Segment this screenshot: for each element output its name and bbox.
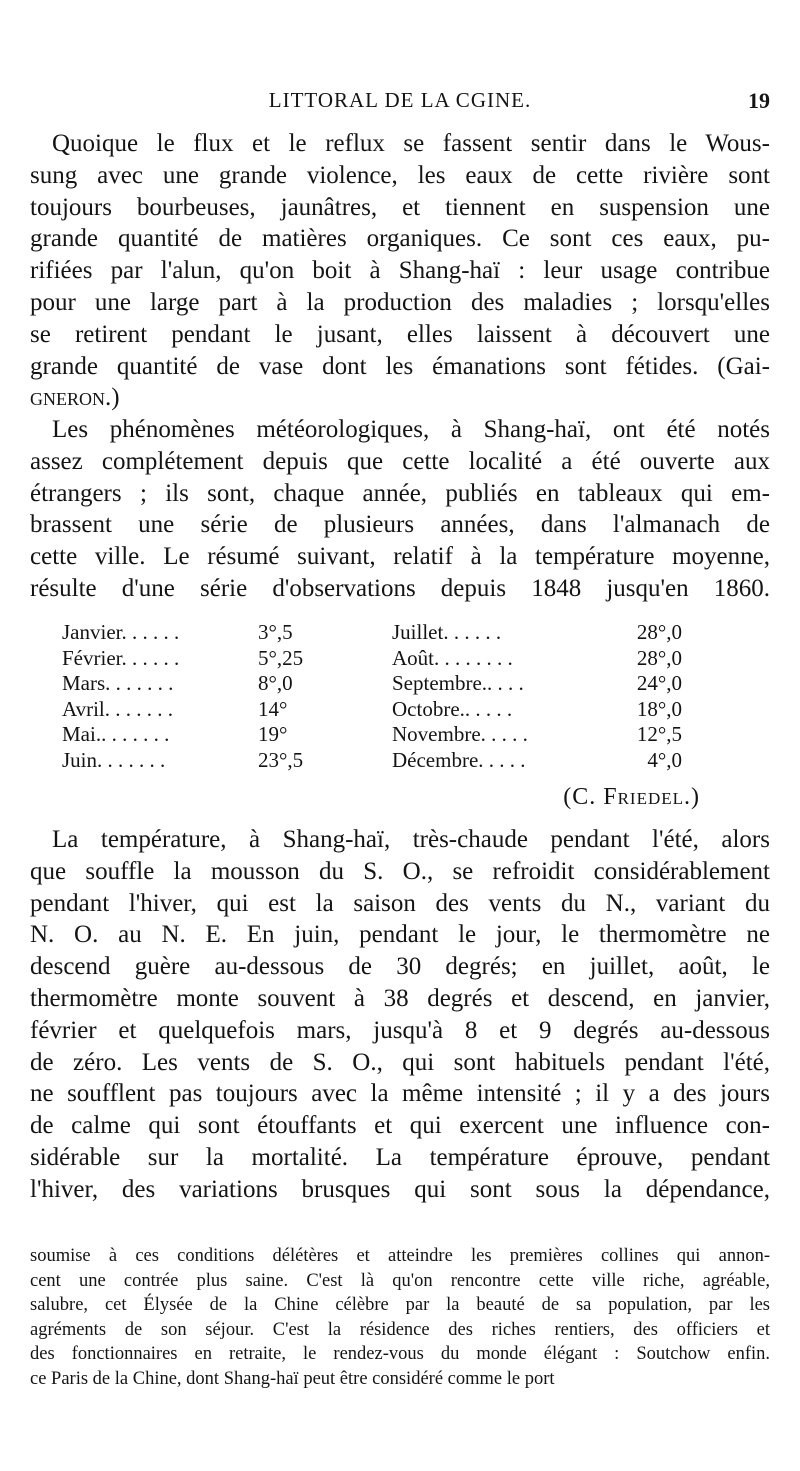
footnote-line: cent une contrée plus saine. C'est là qu'on rencontre cette ville riche, agréable, — [30, 1270, 770, 1291]
text-line: cette ville. Le résumé suivant, relatif à la température moyenne, — [30, 543, 770, 571]
temperature-cell: 12°,5 — [636, 722, 682, 746]
temperature-cell: 3°,5 — [258, 620, 293, 644]
text-line: Quoique le flux et le reflux se fassent sentir dans le Wous- — [52, 130, 770, 157]
table-row — [62, 671, 722, 697]
footnote-line: des fonctionnaires en retraite, le rendez-vous du monde élégant : Soutchow enfin. — [30, 1344, 770, 1365]
text-line: ne soufflent pas toujours avec la même intensité ; il y a des jours — [30, 1080, 770, 1108]
table-citation: (C. Friedel.) — [563, 784, 700, 810]
text-line: l'hiver, des variations brusques qui sont sous la dépendance, — [30, 1175, 770, 1203]
text-line: de zéro. Les vents de S. O., qui sont habituels pendant l'été, — [30, 1048, 770, 1076]
text-line: sidérable sur la mortalité. La température éprouve, pendant — [30, 1143, 770, 1171]
table-row — [62, 748, 722, 774]
table-row — [62, 646, 722, 672]
text-line: assez complétement depuis que cette localité a été ouverte aux — [30, 447, 770, 475]
footnote-line: soumise à ces conditions délétères et atteindre les premières collines qui annon- — [30, 1246, 770, 1266]
month-cell: Juin. . . . . . . — [62, 747, 166, 772]
month-cell: Février. . . . . . — [62, 645, 180, 670]
footnote — [30, 1244, 770, 1392]
month-cell: Janvier. . . . . . — [62, 620, 180, 644]
text-line: descend guère au-dessous de 30 degrés; en juillet, août, le — [30, 953, 770, 981]
footnote-line: ce Paris de la Chine, dont Shang-haï peut être considéré comme le port — [30, 1368, 555, 1389]
text-line: se retirent pendant le jusant, elles laissent à découvert une — [30, 320, 770, 348]
table-row — [62, 697, 722, 723]
text-line: rifiées par l'alun, qu'on boit à Shang-haï : leur usage contribue — [30, 257, 770, 285]
temperature-cell: 18°,0 — [636, 696, 682, 721]
temperature-table — [62, 620, 722, 773]
text-line: étrangers ; ils sont, chaque année, publiés en tableaux qui em- — [30, 479, 770, 507]
text-line: La température, à Shang-haï, très-chaude pendant l'été, alors — [52, 826, 770, 853]
text-line: que souffle la mousson du S. O., se refroidit considérablement — [30, 857, 770, 885]
text-line: gneron.) — [30, 384, 120, 412]
month-cell: Septembre.. . . . — [392, 671, 524, 695]
temperature-cell: 14° — [258, 696, 288, 721]
temperature-cell: 28°,0 — [636, 645, 682, 670]
text-line: février et quelquefois mars, jusqu'à 8 et 9 degrés au-dessous — [30, 1016, 770, 1044]
text-line: brassent une série de plusieurs années, dans l'almanach de — [30, 511, 770, 539]
paragraph-temperature — [30, 824, 770, 1206]
month-cell: Juillet. . . . . . — [392, 620, 502, 644]
temperature-cell: 8°,0 — [258, 671, 293, 695]
month-cell: Mars. . . . . . . — [62, 671, 174, 695]
text-line: grande quantité de matières organiques. Ce sont ces eaux, pu- — [30, 225, 770, 253]
temperature-cell: 28°,0 — [636, 620, 682, 644]
table-row — [62, 722, 722, 748]
temperature-cell: 19° — [258, 722, 288, 746]
temperature-cell: 4°,0 — [647, 747, 682, 772]
text-line: de calme qui sont étouffants et qui exercent une influence con- — [30, 1112, 770, 1140]
text-line: Les phénomènes météorologiques, à Shang-haï, ont été notés — [52, 416, 770, 443]
running-title: LITTORAL DE LA CGINE. — [268, 88, 532, 112]
paragraph-meteorology — [30, 414, 770, 605]
month-cell: Décembre. . . . . — [392, 747, 526, 772]
page-number: 19 — [748, 88, 770, 113]
text-line: thermomètre monte souvent à 38 degrés et descend, en janvier, — [30, 984, 770, 1012]
table-row — [62, 620, 722, 646]
month-cell: Octobre.. . . . . — [392, 696, 513, 721]
text-line: pour une large part à la production des maladies ; lorsqu'elles — [30, 288, 770, 316]
temperature-cell: 24°,0 — [636, 671, 682, 695]
temperature-cell: 23°,5 — [258, 747, 304, 772]
footnote-line: salubre, cet Élysée de la Chine célèbre par la beauté de sa population, par les — [30, 1295, 770, 1316]
month-cell: Avril. . . . . . . — [62, 696, 174, 721]
page-header — [30, 88, 770, 120]
text-line: toujours bourbeuses, jaunâtres, et tiennent en suspension une — [30, 193, 770, 221]
footnote-line: agréments de son séjour. C'est la résidence des riches rentiers, des officiers et — [30, 1319, 770, 1340]
text-line: sung avec une grande violence, les eaux de cette rivière sont — [30, 161, 770, 189]
text-line: pendant l'hiver, qui est la saison des vents du N., variant du — [30, 889, 770, 917]
month-cell: Novembre. . . . . — [392, 722, 528, 746]
month-cell: Août. . . . . . . . — [392, 645, 513, 670]
text-line: N. O. au N. E. En juin, pendant le jour, le thermomètre ne — [30, 921, 770, 949]
text-line: grande quantité de vase dont les émanations sont fétides. (Gai- — [30, 352, 770, 380]
month-cell: Mai.. . . . . . . — [62, 722, 170, 746]
paragraph-water-quality — [30, 128, 770, 414]
text-line: résulte d'une série d'observations depuis 1848 jusqu'en 1860. — [30, 574, 770, 602]
temperature-cell: 5°,25 — [258, 645, 304, 670]
